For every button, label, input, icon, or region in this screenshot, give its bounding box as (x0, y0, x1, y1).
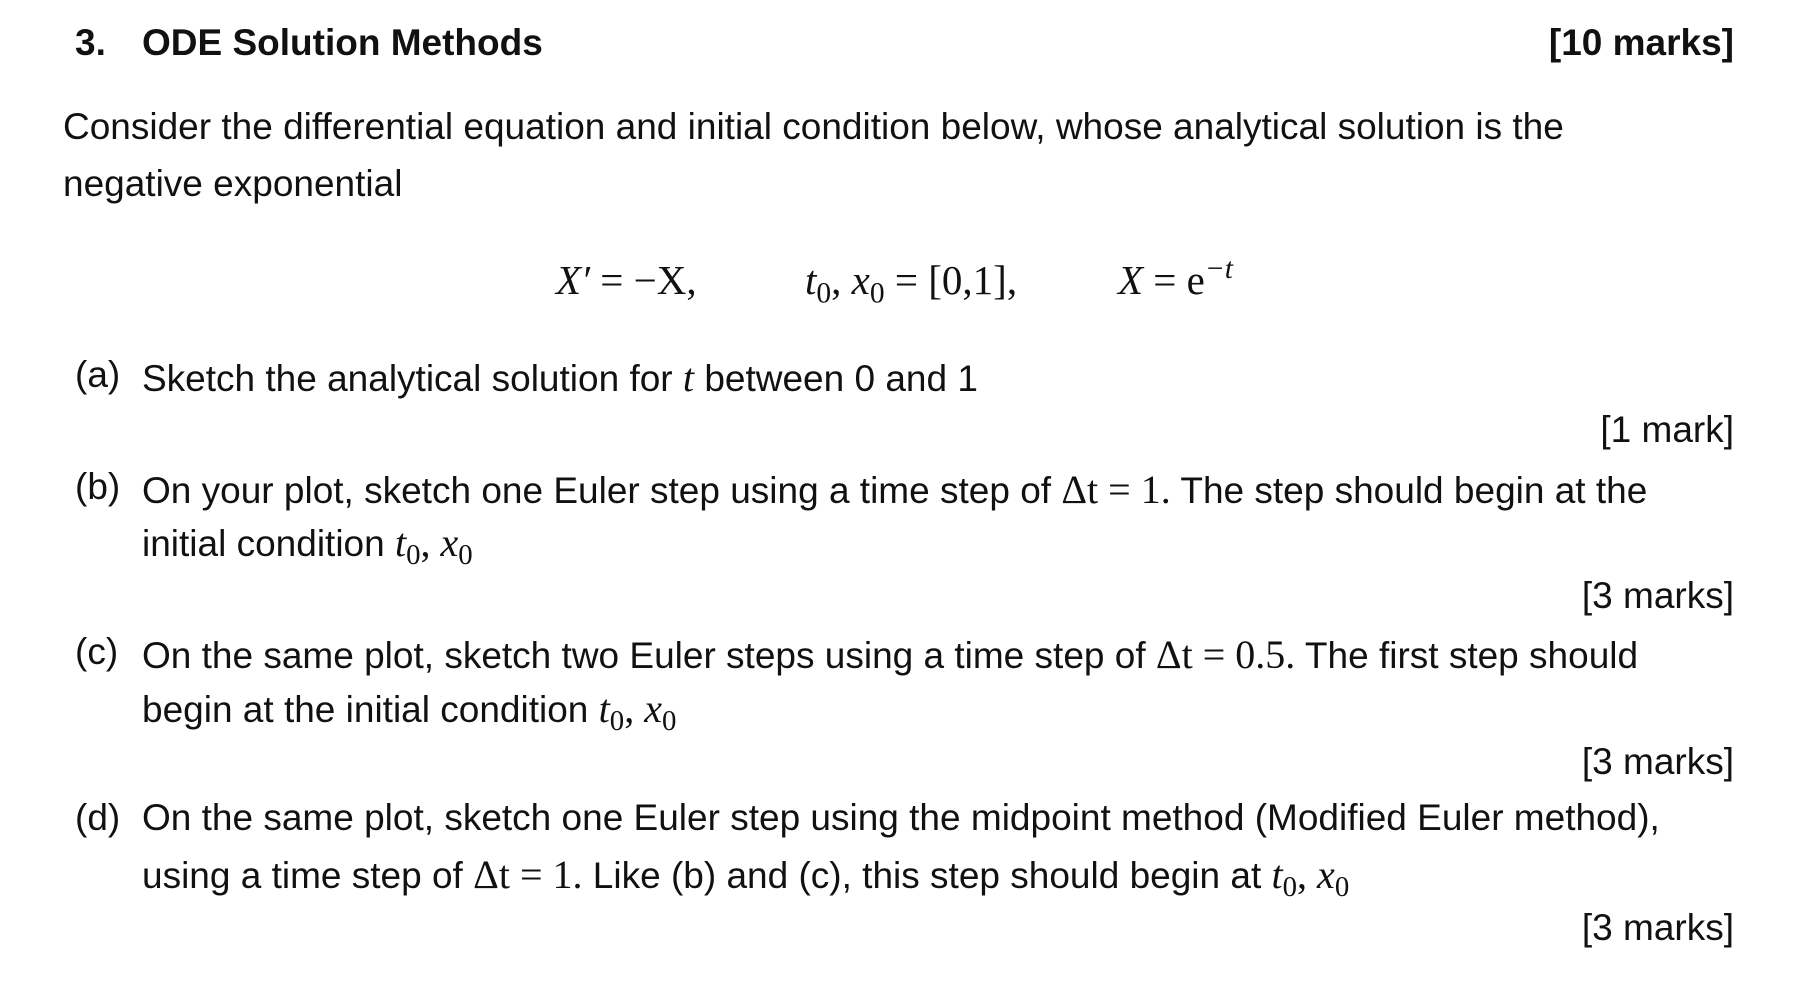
part-c-line-2: begin at the initial condition $t_0$, $x_0$ (142, 686, 677, 738)
part-b-line-1: On your plot, sketch one Euler step using a time step of Δt = 1. The step should begin at the (142, 467, 1648, 512)
intro-line-1: Consider the differential equation and initial condition below, whose analytical solution is the (63, 106, 1564, 147)
part-d-line-1: On the same plot, sketch one Euler step using the midpoint method (Modified Euler method), (142, 797, 1660, 838)
question-number: 3. (75, 22, 106, 63)
part-b-marks: [3 marks] (1581, 575, 1734, 616)
question-title: ODE Solution Methods (142, 22, 543, 63)
part-d-label: (d) (75, 797, 121, 838)
part-b-line-2: initial condition $t_0$, $x_0$ (142, 520, 473, 572)
ode-equation (556, 256, 697, 304)
part-d-line-2: using a time step of Δt = 1. Like (b) and (c), this step should begin at $t_0$, $x_0$ (142, 852, 1350, 904)
analytical-solution: $X = e^{-t}$ (1118, 252, 1233, 303)
part-b-label: (b) (75, 466, 121, 507)
part-a-label: (a) (75, 354, 121, 395)
part-a-marks: [1 mark] (1600, 409, 1734, 450)
initial-condition: $t_0$, $x_0 = [0,1]$, (805, 257, 1018, 310)
ode-rhs: = −X, (590, 257, 697, 303)
intro-line-2: negative exponential (63, 163, 403, 204)
part-c-line-1: On the same plot, sketch two Euler steps using a time step of Δt = 0.5. The first step should (142, 632, 1639, 677)
part-a-text: Sketch the analytical solution for t between 0 and 1 (142, 355, 978, 400)
question-total-marks: [10 marks] (1548, 22, 1734, 63)
part-c-marks: [3 marks] (1581, 741, 1734, 782)
part-d-marks: [3 marks] (1581, 907, 1734, 948)
ode-lhs: X′ (556, 257, 591, 303)
part-c-label: (c) (75, 631, 119, 672)
